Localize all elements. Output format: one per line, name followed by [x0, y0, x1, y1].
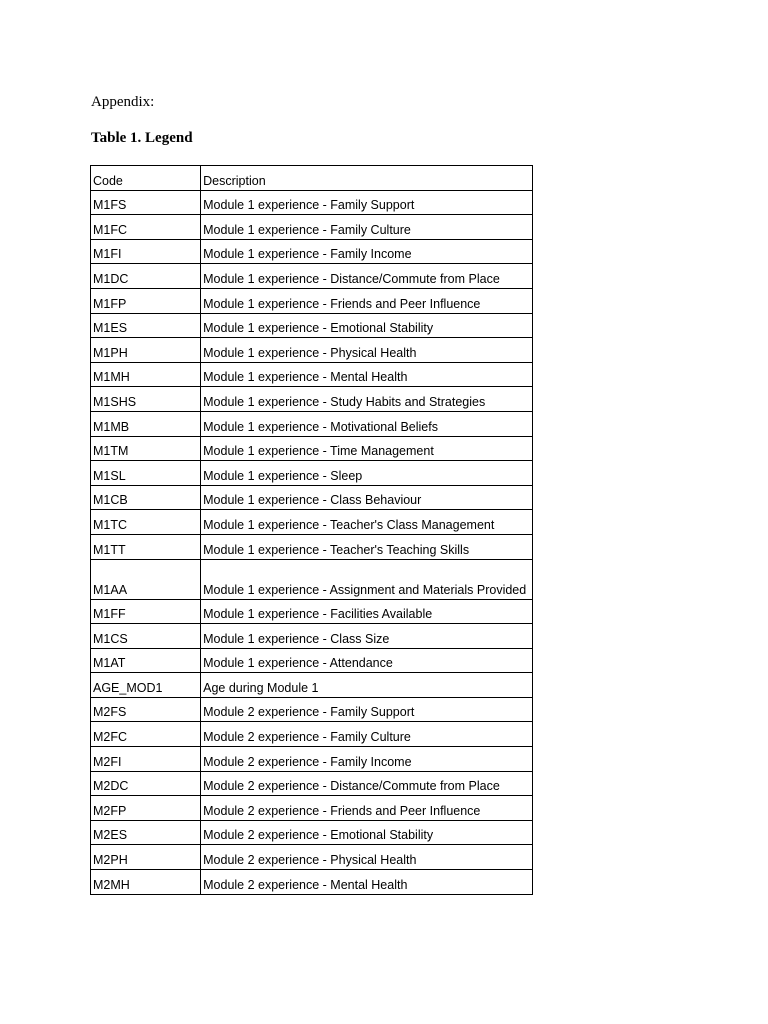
row-code-cell: M2FC: [91, 722, 201, 747]
row-description-cell: Module 1 experience - Sleep: [201, 461, 533, 486]
row-description-cell: Module 2 experience - Distance/Commute from Place: [201, 771, 533, 796]
row-code-cell: M1FC: [91, 215, 201, 240]
table-row: [91, 436, 533, 461]
row-description-cell: Module 1 experience - Class Size: [201, 624, 533, 649]
row-description-cell: Module 1 experience - Attendance: [201, 648, 533, 673]
header-code: Code: [91, 166, 201, 191]
table-row: [91, 559, 533, 599]
row-code-cell: M1SHS: [91, 387, 201, 412]
table-row: [91, 771, 533, 796]
row-code-cell: M1CS: [91, 624, 201, 649]
table-row: [91, 599, 533, 624]
row-description-cell: Module 1 experience - Emotional Stability: [201, 313, 533, 338]
table-header-row: [91, 166, 533, 191]
table-row: [91, 338, 533, 363]
row-code-cell: M2FS: [91, 697, 201, 722]
table-title: Table 1. Legend: [91, 130, 193, 146]
row-description-cell: Module 1 experience - Teacher's Class Management: [201, 510, 533, 535]
row-code-cell: M1FF: [91, 599, 201, 624]
row-code-cell: M1AT: [91, 648, 201, 673]
row-description-cell: Module 1 experience - Teacher's Teaching Skills: [201, 534, 533, 559]
row-description-cell: Module 1 experience - Family Support: [201, 190, 533, 215]
table-row: [91, 485, 533, 510]
table-row: [91, 820, 533, 845]
legend-table-body: [91, 166, 533, 895]
row-code-cell: M2DC: [91, 771, 201, 796]
row-description-cell: Module 2 experience - Family Support: [201, 697, 533, 722]
row-code-cell: M1TM: [91, 436, 201, 461]
table-row: [91, 461, 533, 486]
row-code-cell: M1TT: [91, 534, 201, 559]
row-code-cell: M2FP: [91, 796, 201, 821]
row-description-cell: Module 2 experience - Friends and Peer Influence: [201, 796, 533, 821]
table-row: [91, 796, 533, 821]
table-row: [91, 239, 533, 264]
row-code-cell: M2ES: [91, 820, 201, 845]
row-description-cell: Module 1 experience - Mental Health: [201, 362, 533, 387]
row-description-cell: Module 2 experience - Physical Health: [201, 845, 533, 870]
table-row: [91, 215, 533, 240]
row-code-cell: M2MH: [91, 870, 201, 895]
table-row: [91, 510, 533, 535]
row-description-cell: Module 2 experience - Mental Health: [201, 870, 533, 895]
row-code-cell: M1FI: [91, 239, 201, 264]
row-description-cell: Module 1 experience - Assignment and Materials Provided: [201, 559, 533, 599]
row-code-cell: M1ES: [91, 313, 201, 338]
table-row: [91, 387, 533, 412]
table-row: [91, 870, 533, 895]
appendix-heading: Appendix:: [91, 94, 155, 110]
row-description-cell: Module 1 experience - Distance/Commute from Place: [201, 264, 533, 289]
row-code-cell: M1TC: [91, 510, 201, 535]
row-code-cell: M1PH: [91, 338, 201, 363]
table-row: [91, 264, 533, 289]
header-description: Description: [201, 166, 533, 191]
row-description-cell: Module 2 experience - Family Culture: [201, 722, 533, 747]
row-code-cell: M1FS: [91, 190, 201, 215]
row-description-cell: Module 1 experience - Family Culture: [201, 215, 533, 240]
row-code-cell: M1DC: [91, 264, 201, 289]
row-description-cell: Module 1 experience - Motivational Beliefs: [201, 411, 533, 436]
table-row: [91, 313, 533, 338]
row-code-cell: M1MB: [91, 411, 201, 436]
row-description-cell: Module 1 experience - Study Habits and Strategies: [201, 387, 533, 412]
row-code-cell: M1MH: [91, 362, 201, 387]
table-row: [91, 648, 533, 673]
row-code-cell: M1AA: [91, 559, 201, 599]
row-code-cell: M1FP: [91, 288, 201, 313]
table-row: [91, 190, 533, 215]
row-description-cell: Module 1 experience - Friends and Peer Influence: [201, 288, 533, 313]
table-row: [91, 288, 533, 313]
table-row: [91, 722, 533, 747]
table-row: [91, 845, 533, 870]
row-code-cell: M2FI: [91, 747, 201, 772]
row-code-cell: M1CB: [91, 485, 201, 510]
table-row: [91, 747, 533, 772]
table-row: [91, 673, 533, 698]
table-row: [91, 411, 533, 436]
row-description-cell: Age during Module 1: [201, 673, 533, 698]
row-description-cell: Module 1 experience - Facilities Available: [201, 599, 533, 624]
row-code-cell: M2PH: [91, 845, 201, 870]
row-code-cell: AGE_MOD1: [91, 673, 201, 698]
table-row: [91, 624, 533, 649]
table-row: [91, 362, 533, 387]
table-row: [91, 534, 533, 559]
row-description-cell: Module 2 experience - Family Income: [201, 747, 533, 772]
row-description-cell: Module 1 experience - Class Behaviour: [201, 485, 533, 510]
row-description-cell: Module 1 experience - Family Income: [201, 239, 533, 264]
table-row: [91, 697, 533, 722]
row-description-cell: Module 1 experience - Physical Health: [201, 338, 533, 363]
row-description-cell: Module 1 experience - Time Management: [201, 436, 533, 461]
row-description-cell: Module 2 experience - Emotional Stability: [201, 820, 533, 845]
row-code-cell: M1SL: [91, 461, 201, 486]
legend-table: [90, 165, 533, 895]
